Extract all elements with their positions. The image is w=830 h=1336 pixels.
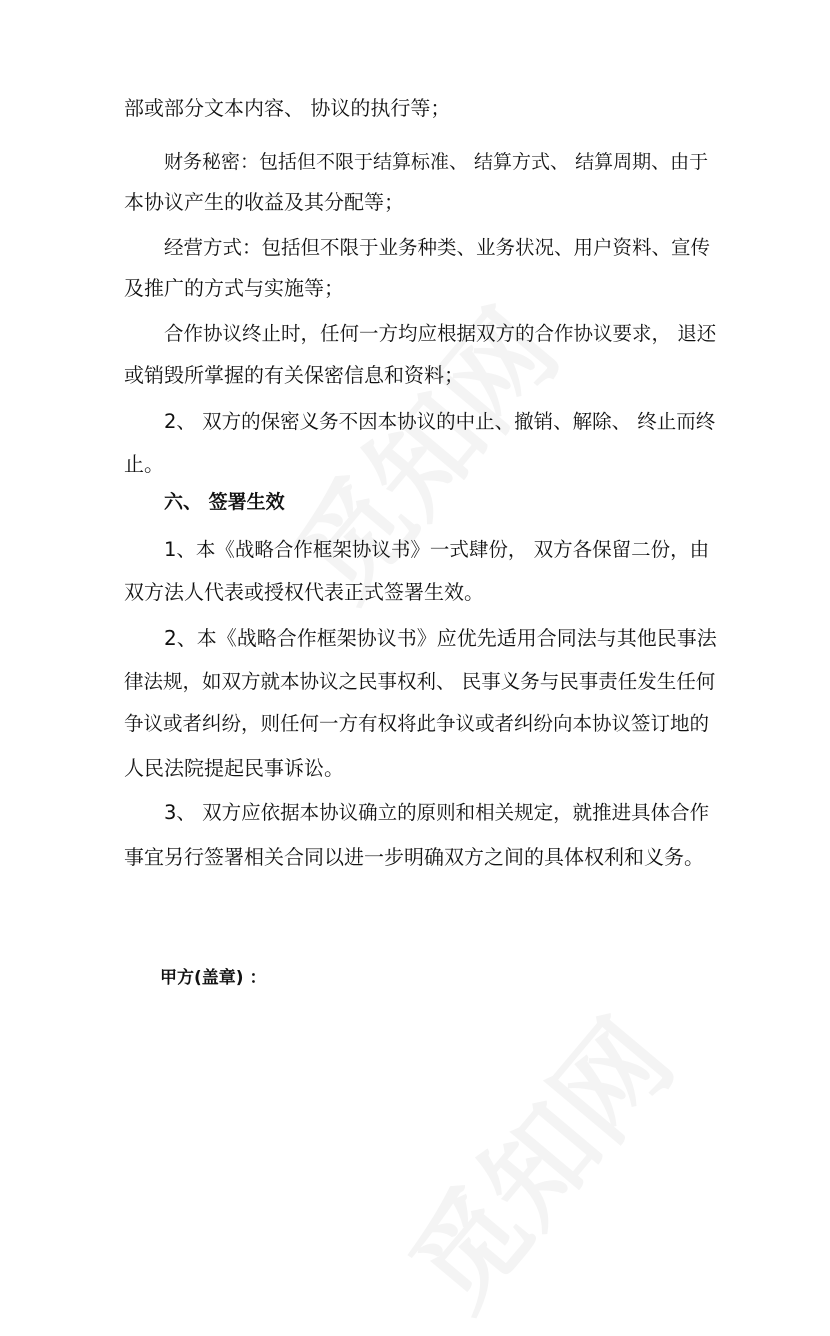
- text-line: 争议或者纠纷，则任何一方有权将此争议或者纠纷向本协议签订地的: [124, 712, 710, 735]
- text-line: 1、本《战略合作框架协议书》一式肆份， 双方各保留二份，由: [164, 538, 710, 561]
- signature-label: 甲方(盖章) ：: [160, 968, 267, 988]
- text-line: 合作协议终止时，任何一方均应根据双方的合作协议要求， 退还: [164, 322, 717, 345]
- text-line: 本协议产生的收益及其分配等；: [124, 190, 404, 214]
- text-line: 或销毁所掌握的有关保密信息和资料；: [124, 363, 464, 387]
- text-line: 事宜另行签署相关合同以进一步明确双方之间的具体权利和义务。: [124, 845, 704, 869]
- text-line: 3、 双方应依据本协议确立的原则和相关规定，就推进具体合作: [164, 801, 710, 824]
- watermark: [368, 982, 701, 1336]
- text-line: 双方法人代表或授权代表正式签署生效。: [124, 580, 484, 604]
- text-line: 财务秘密：包括但不限于结算标准、 结算方式、 结算周期、由于: [164, 151, 709, 173]
- text-line: 2、本《战略合作框架协议书》应优先适用合同法与其他民事法: [164, 626, 717, 650]
- text-line: 人民法院提起民事诉讼。: [124, 756, 344, 780]
- section-heading: 六、 签署生效: [164, 491, 285, 513]
- text-line: 及推广的方式与实施等；: [124, 276, 344, 300]
- text-line: 止。: [124, 452, 164, 476]
- text-line: 部或部分文本内容、 协议的执行等；: [124, 96, 451, 120]
- text-line: 律法规，如双方就本协议之民事权利、 民事义务与民事责任发生任何: [124, 670, 716, 693]
- text-line: 经营方式：包括但不限于业务种类、业务状况、用户资料、宣传: [164, 236, 711, 259]
- text-line: 2、 双方的保密义务不因本协议的中止、撤销、解除、 终止而终: [164, 410, 716, 433]
